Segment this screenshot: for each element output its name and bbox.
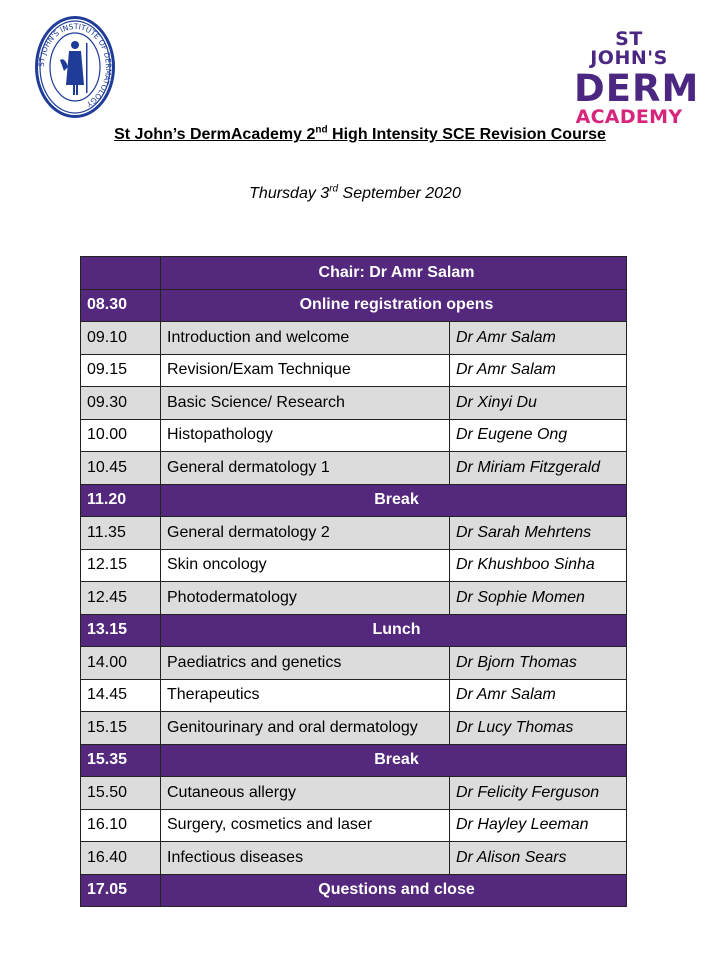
session-time: 14.45 xyxy=(81,679,161,712)
session-speaker: Dr Amr Salam xyxy=(450,679,627,712)
session-row xyxy=(81,679,627,712)
session-row xyxy=(81,517,627,550)
session-row xyxy=(81,647,627,680)
session-speaker: Dr Xinyi Du xyxy=(450,387,627,420)
session-time: 09.15 xyxy=(81,354,161,387)
section-row xyxy=(81,874,627,907)
section-title: Online registration opens xyxy=(161,289,627,322)
logo-line-derm: DERM xyxy=(574,67,700,110)
session-time: 13.15 xyxy=(81,614,161,647)
logo-line-academy: ACADEMY xyxy=(575,106,683,128)
session-speaker: Dr Eugene Ong xyxy=(450,419,627,452)
section-title: Lunch xyxy=(161,614,627,647)
section-title: Break xyxy=(161,484,627,517)
chair-row xyxy=(81,257,627,290)
session-title: Genitourinary and oral dermatology xyxy=(161,712,450,745)
session-speaker: Dr Khushboo Sinha xyxy=(450,549,627,582)
session-speaker: Dr Bjorn Thomas xyxy=(450,647,627,680)
derm-academy-logo xyxy=(574,28,700,128)
section-title: Break xyxy=(161,744,627,777)
session-title: General dermatology 2 xyxy=(161,517,450,550)
session-title: Cutaneous allergy xyxy=(161,777,450,810)
session-time: 16.10 xyxy=(81,809,161,842)
session-time: 17.05 xyxy=(81,874,161,907)
session-speaker: Dr Sophie Momen xyxy=(450,582,627,615)
session-title: Histopathology xyxy=(161,419,450,452)
session-speaker: Dr Alison Sears xyxy=(450,842,627,875)
session-time: 12.15 xyxy=(81,549,161,582)
session-title: Therapeutics xyxy=(161,679,450,712)
session-title: Basic Science/ Research xyxy=(161,387,450,420)
session-speaker: Dr Amr Salam xyxy=(450,322,627,355)
session-time: 09.30 xyxy=(81,387,161,420)
session-row xyxy=(81,387,627,420)
session-time: 10.00 xyxy=(81,419,161,452)
session-speaker: Dr Lucy Thomas xyxy=(450,712,627,745)
session-time: 15.35 xyxy=(81,744,161,777)
session-row xyxy=(81,452,627,485)
session-time: 12.45 xyxy=(81,582,161,615)
session-time: 11.20 xyxy=(81,484,161,517)
session-time: 15.50 xyxy=(81,777,161,810)
session-time: 14.00 xyxy=(81,647,161,680)
section-row xyxy=(81,289,627,322)
section-row xyxy=(81,744,627,777)
session-time: 16.40 xyxy=(81,842,161,875)
session-speaker: Dr Amr Salam xyxy=(450,354,627,387)
chair-label: Chair: Dr Amr Salam xyxy=(161,257,627,290)
session-time: 08.30 xyxy=(81,289,161,322)
session-row xyxy=(81,549,627,582)
section-row xyxy=(81,484,627,517)
session-row xyxy=(81,582,627,615)
session-title: Surgery, cosmetics and laser xyxy=(161,809,450,842)
session-speaker: Dr Sarah Mehrtens xyxy=(450,517,627,550)
session-speaker: Dr Felicity Ferguson xyxy=(450,777,627,810)
session-row xyxy=(81,354,627,387)
session-time: 11.35 xyxy=(81,517,161,550)
institute-seal-logo xyxy=(34,15,116,120)
session-row xyxy=(81,712,627,745)
session-row xyxy=(81,419,627,452)
course-title: St John’s DermAcademy 2nd High Intensity SCE Revision Course xyxy=(114,124,606,143)
session-row xyxy=(81,842,627,875)
schedule-table xyxy=(80,256,627,907)
session-time: 10.45 xyxy=(81,452,161,485)
session-time: 09.10 xyxy=(81,322,161,355)
session-title: Paediatrics and genetics xyxy=(161,647,450,680)
section-title: Questions and close xyxy=(161,874,627,907)
seal-text: ST JOHN'S INSTITUTE OF DERMATOLOGY xyxy=(36,21,114,109)
session-speaker: Dr Hayley Leeman xyxy=(450,809,627,842)
session-row xyxy=(81,777,627,810)
session-time: 15.15 xyxy=(81,712,161,745)
session-title: Photodermatology xyxy=(161,582,450,615)
course-date: Thursday 3rd September 2020 xyxy=(249,183,461,202)
session-row xyxy=(81,809,627,842)
session-row xyxy=(81,322,627,355)
session-title: Skin oncology xyxy=(161,549,450,582)
logo-line-st-johns: ST JOHN'S xyxy=(590,28,668,69)
session-title: Revision/Exam Technique xyxy=(161,354,450,387)
session-title: General dermatology 1 xyxy=(161,452,450,485)
session-speaker: Dr Miriam Fitzgerald xyxy=(450,452,627,485)
section-row xyxy=(81,614,627,647)
session-title: Introduction and welcome xyxy=(161,322,450,355)
session-title: Infectious diseases xyxy=(161,842,450,875)
